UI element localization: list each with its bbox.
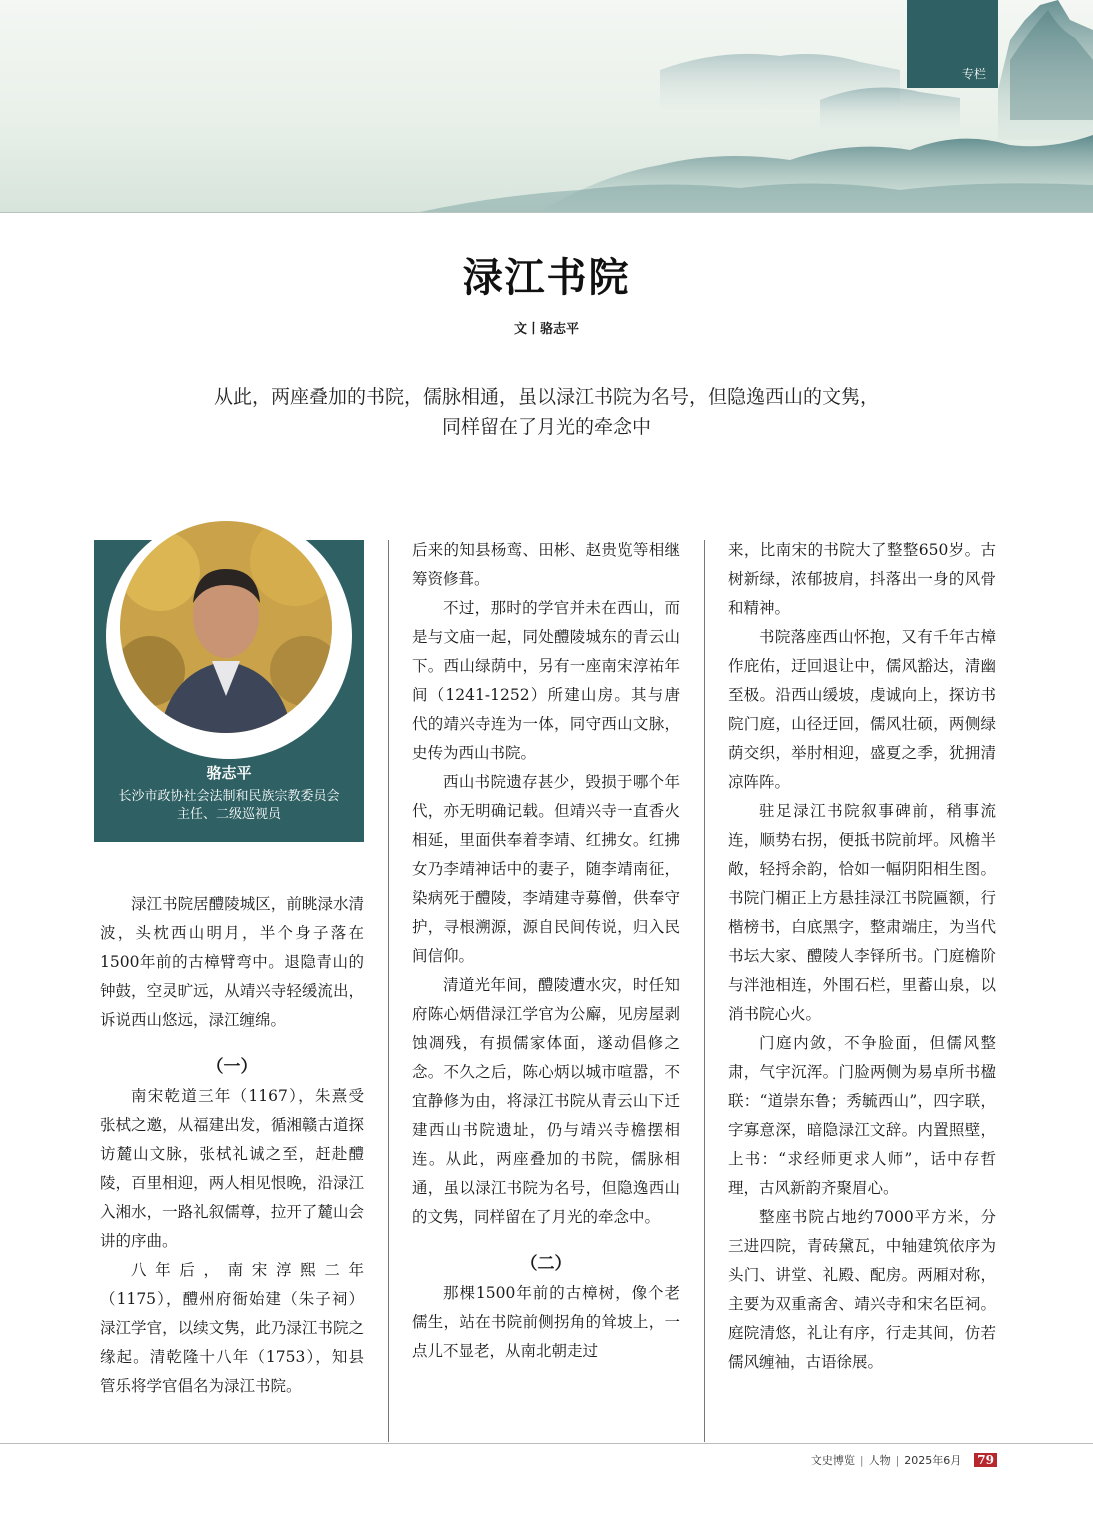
author-photo — [106, 513, 352, 759]
article-title: 渌江书院 — [462, 255, 631, 301]
paragraph: 后来的知县杨鸾、田彬、赵贵览等相继筹资修葺。 — [412, 541, 680, 588]
author-role — [94, 788, 364, 824]
column-divider — [704, 540, 705, 1442]
header-banner — [0, 0, 1093, 213]
paragraph: 门庭内敛，不争脸面，但儒风整肃，气宇沉浑。门脸两侧为易卓所书楹联：“道崇东鲁；秀毓西山”，四字联，字寡意深，暗隐渌江文辞。内置照壁，上书：“求经师更求人师”，话中存哲理，古风新韵齐聚眉心。 — [728, 1034, 996, 1197]
footer-rule — [0, 1443, 1093, 1444]
page-number: 79 — [974, 1453, 997, 1467]
lead-quote — [120, 382, 973, 442]
paragraph: 书院落座西山怀抱，又有千年古樟作庇佑，迂回退让中，儒风豁达，清幽至极。沿西山缓坡，虔诚向上，探访书院门庭，山径迂回，儒风壮硕，两侧绿荫交织，举肘相迎，盛夏之季，犹拥清凉阵阵。 — [728, 628, 996, 791]
lead-line: 同样留在了月光的牵念中 — [441, 416, 651, 438]
paragraph: 清道光年间，醴陵遭水灾，时任知府陈心炳借渌江学官为公廨，见房屋剥蚀凋残，有损儒家体面，遂动倡修之念。不久之后，陈心炳以城市喧嚣，不宜静修为由，将渌江书院从青云山下迁建西山书院遗址，仍与靖兴寺檐摆相连。从此，两座叠加的书院，儒脉相通，虽以渌江书院为名号，但隐逸西山的文隽，同样留在了月光的牵念中。 — [412, 976, 680, 1226]
footer-issue: 2025年6月 — [904, 1454, 962, 1467]
footer-separator: | — [895, 1453, 900, 1467]
paragraph: 驻足渌江书院叙事碑前，稍事流连，顺势右拐，便抵书院前坪。风檐半敞，轻捋余韵，恰如一幅阴阳相生图。书院门楣正上方悬挂渌江书院匾额，行楷榜书，白底黑字，整肃端庄，为当代书坛大家、醴陵人李铎所书。门庭檐阶与泮池相连，外围石栏，里蓄山泉，以消书院心火。 — [728, 802, 996, 1023]
paragraph: 渌江书院居醴陵城区，前眺渌水清波，头枕西山明月，半个身子落在1500年前的古樟臂弯中。退隐青山的钟鼓，空灵旷远，从靖兴寺轻缓流出，诉说西山悠远，渌江缠绵。 — [100, 895, 364, 1029]
footer-section: 人物 — [868, 1454, 891, 1467]
paragraph: 整座书院占地约7000平方米，分三进四院，青砖黛瓦，中轴建筑依序为头门、讲堂、礼殿、配房。两厢对称，主要为双重斋舍、靖兴寺和宋名臣祠。庭院清悠，礼让有序，行走其间，仿若儒风缠袖，古语徐展。 — [728, 1208, 996, 1371]
author-role-line: 主任、二级巡视员 — [176, 807, 281, 822]
paragraph: 八年后，南宋淳熙二年（1175），醴州府衙始建（朱子祠）渌江学官，以续文隽，此乃渌江书院之缘起。清乾隆十八年（1753），知县管乐将学官倡名为渌江书院。 — [100, 1261, 364, 1395]
lead-line: 从此，两座叠加的书院，儒脉相通，虽以渌江书院为名号，但隐逸西山的文隽， — [213, 386, 879, 408]
paragraph: 不过，那时的学官并未在西山，而是与文庙一起，同处醴陵城东的青云山下。西山绿荫中，另有一座南宋淳祐年间（1241-1252）所建山房。其与唐代的靖兴寺连为一体，同守西山文脉，史传为西山书院。 — [412, 599, 680, 762]
magazine-name: 文史博览 — [810, 1454, 855, 1467]
body-column-1 — [100, 890, 364, 1401]
paragraph: 那棵1500年前的古樟树，像个老儒生，站在书院前侧拐角的耸坡上，一点儿不显老，从南北朝走过 — [412, 1284, 680, 1360]
author-name: 骆志平 — [206, 764, 252, 782]
column-divider — [388, 540, 389, 1442]
author-portrait — [120, 521, 332, 733]
paragraph: 来，比南宋的书院大了整整650岁。古树新绿，浓郁披肩，抖落出一身的风骨和精神。 — [728, 541, 996, 617]
paragraph: 西山书院遗存甚少，毁损于哪个年代，亦无明确记载。但靖兴寺一直香火相延，里面供奉着李靖、红拂女。红拂女乃李靖神话中的妻子，随李靖南征，染病死于醴陵，李靖建寺募僧，供奉守护，寻根溯源，源自民间传说，归入民间信仰。 — [412, 773, 680, 965]
footer-separator: | — [859, 1453, 864, 1467]
author-role-line: 长沙市政协社会法制和民族宗教委员会 — [118, 789, 340, 804]
byline: 文丨骆志平 — [513, 322, 579, 337]
page-footer — [811, 1452, 997, 1468]
section-tab: 专栏 — [907, 0, 998, 88]
body-column-3 — [728, 536, 996, 1377]
section-heading: （一） — [206, 1057, 258, 1077]
paragraph: 南宋乾道三年（1167），朱熹受张栻之邀，从福建出发，循湘赣古道探访麓山文脉，张栻礼诚之至，赶赴醴陵，百里相迎，两人相见恨晚，沿渌江入湘水，一路礼叙儒尊，拉开了麓山会讲的序曲。 — [100, 1087, 364, 1250]
body-column-2 — [412, 536, 680, 1366]
section-heading: （二） — [520, 1254, 572, 1274]
